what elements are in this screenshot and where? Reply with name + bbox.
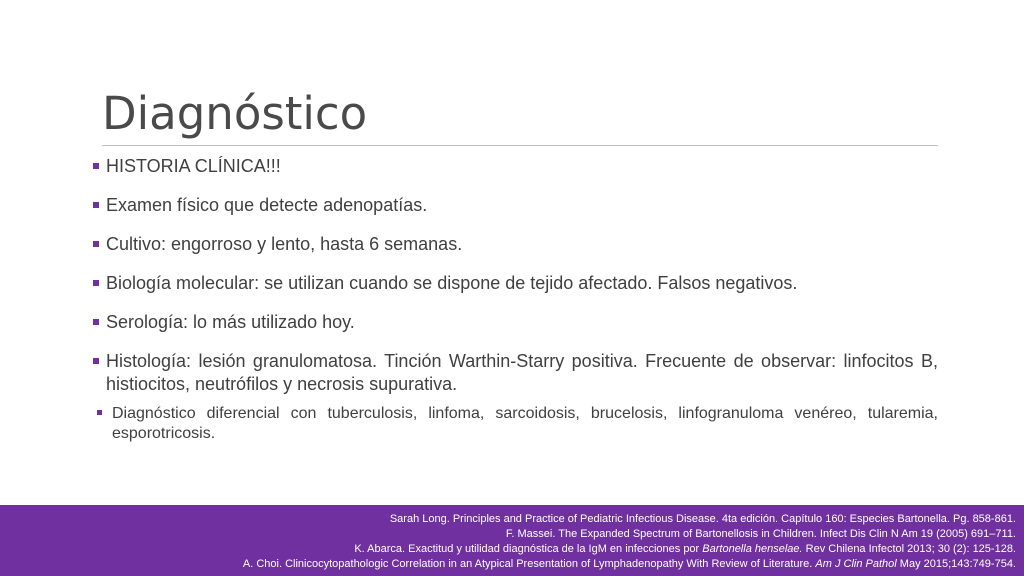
- square-bullet-icon: [93, 241, 99, 247]
- bullet-cultivo: Cultivo: engorroso y lento, hasta 6 semanas.: [90, 233, 938, 256]
- bullet-histologia: Histología: lesión granulomatosa. Tinción Warthin-Starry positiva. Frecuente de observar: linfocitos B, histiocitos, neutrófilos y necrosis supurativa.: [90, 350, 938, 396]
- reference-3: K. Abarca. Exactitud y utilidad diagnóstica de la IgM en infecciones por Bartonella henselae. Rev Chilena Infectol 2013; 30 (2): 125-128.: [354, 543, 1016, 555]
- reference-4: A. Choi. Clinicocytopathologic Correlation in an Atypical Presentation of Lymphadenopathy With Review of Literature. Am J Clin Pathol May 2015;143:749-754.: [242, 558, 1016, 570]
- square-bullet-icon: [93, 358, 99, 364]
- reference-1: Sarah Long. Principles and Practice of Pediatric Infectious Disease. 4ta edición. Capítulo 160: Especies Bartonella. Pg. 858-861.: [389, 513, 1016, 525]
- bullet-serologia: Serología: lo más utilizado hoy.: [90, 311, 938, 334]
- square-bullet-icon: [93, 202, 99, 208]
- square-bullet-icon: [93, 280, 99, 286]
- title-divider: [102, 145, 938, 146]
- references-list: [16, 512, 1016, 572]
- references-footer: [0, 505, 1024, 576]
- bullet-list: [90, 155, 938, 444]
- square-bullet-icon: [93, 163, 99, 169]
- bullet-examen-fisico: Examen físico que detecte adenopatías.: [90, 194, 938, 217]
- sub-bullet-diagnostico-diferencial: Diagnóstico diferencial con tuberculosis, linfoma, sarcoidosis, brucelosis, linfogranuloma venéreo, tularemia, esporotricosis.: [94, 404, 938, 444]
- bullet-historia-clinica: HISTORIA CLÍNICA!!!: [90, 155, 938, 178]
- reference-2: F. Massei. The Expanded Spectrum of Bartonellosis in Children. Infect Dis Clin N Am 19 (2005) 691–711.: [505, 528, 1016, 540]
- square-bullet-icon: [93, 319, 99, 325]
- slide-title: Diagnóstico: [102, 87, 368, 140]
- bullet-biologia-molecular: Biología molecular: se utilizan cuando se dispone de tejido afectado. Falsos negativos.: [90, 272, 938, 295]
- square-bullet-icon: [97, 410, 102, 415]
